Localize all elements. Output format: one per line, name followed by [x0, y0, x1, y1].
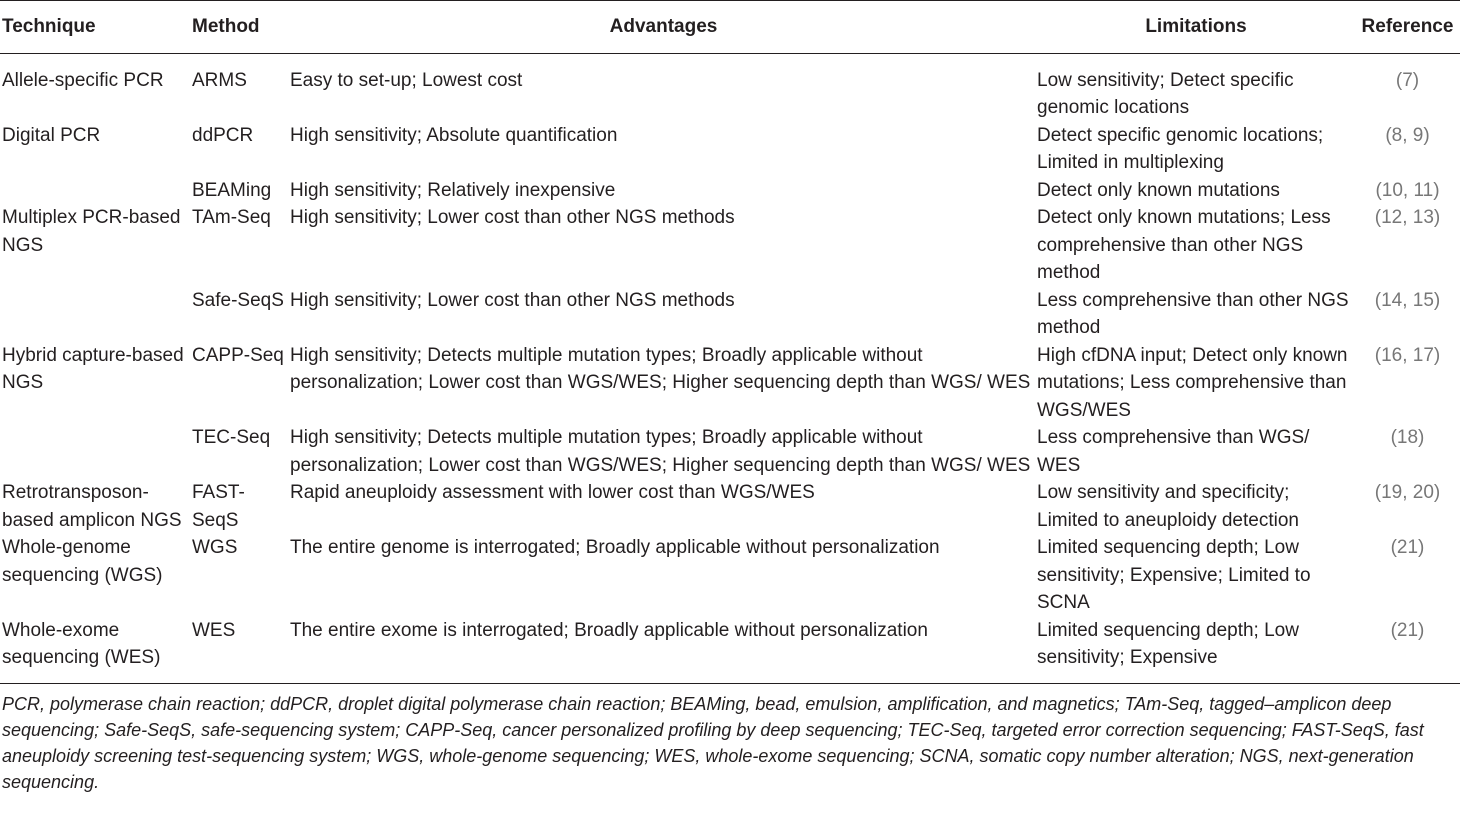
cell-method: WES	[192, 619, 236, 641]
cell-advantages: Easy to set-up; Lowest cost	[290, 69, 523, 91]
cell-method: BEAMing	[192, 179, 272, 201]
table-row	[0, 342, 1460, 425]
cell-technique	[0, 287, 192, 342]
header-method: Method	[192, 1, 290, 54]
table-row	[0, 287, 1460, 342]
cell-limitations: High cfDNA input; Detect only known mutations; Less comprehensive than WGS/WES	[1037, 344, 1348, 421]
cell-reference-link[interactable]: (21)	[1390, 619, 1425, 641]
header-row	[0, 1, 1460, 54]
cell-method: ARMS	[192, 69, 247, 91]
cell-advantages: High sensitivity; Absolute quantification	[290, 124, 618, 146]
header-limitations: Limitations	[1037, 1, 1355, 54]
cell-method: CAPP-Seq	[192, 344, 284, 366]
cell-reference-link[interactable]: (10, 11)	[1375, 179, 1440, 201]
table-footnote: PCR, polymerase chain reaction; ddPCR, droplet digital polymerase chain reaction; BEAMing, bead, emulsion, amplification, and magnetics; TAm-Seq, tagged–amplicon deep sequencing; Safe-SeqS, safe-sequencing system; CAPP-Seq, cancer personalized profiling by deep sequencing; TEC-Seq, targeted error correction sequencing; FAST-SeqS, fast aneuploidy screening test-sequencing system; WGS, whole-genome sequencing; WES, whole-exome sequencing; SCNA, somatic copy number alteration; NGS, next-generation sequencing.	[2, 693, 1424, 792]
cell-technique: Allele-specific PCR	[2, 69, 164, 91]
cell-advantages: Rapid aneuploidy assessment with lower cost than WGS/WES	[290, 482, 815, 503]
table-row	[0, 177, 1460, 205]
cell-limitations: Low sensitivity and specificity; Limited to aneuploidy detection	[1037, 482, 1299, 531]
table-header	[0, 1, 1460, 54]
table-row	[0, 424, 1460, 479]
cell-limitations: Less comprehensive than other NGS method	[1037, 289, 1349, 338]
cell-advantages: High sensitivity; Detects multiple mutation types; Broadly applicable without personalization; Lower cost than WGS/WES; Higher sequencing depth than WGS/ WES	[290, 344, 1031, 393]
cell-technique: Digital PCR	[2, 124, 101, 146]
cell-advantages: High sensitivity; Lower cost than other NGS methods	[290, 289, 735, 311]
cell-reference-link[interactable]: (7)	[1395, 69, 1420, 91]
cell-reference-link[interactable]: (18)	[1390, 427, 1425, 448]
cell-reference-link[interactable]: (12, 13)	[1374, 207, 1441, 228]
cell-technique	[0, 424, 192, 479]
cell-method: ddPCR	[192, 124, 254, 146]
cell-limitations: Detect specific genomic locations; Limited in multiplexing	[1037, 124, 1324, 173]
table-row	[0, 534, 1460, 617]
cell-technique: Hybrid capture-based NGS	[2, 344, 184, 393]
cell-advantages: The entire genome is interrogated; Broadly applicable without personalization	[290, 537, 940, 558]
header-reference: Reference	[1355, 1, 1460, 54]
cell-method: Safe-SeqS	[192, 289, 284, 311]
cell-technique: Whole-exome sequencing (WES)	[2, 619, 161, 668]
cell-technique	[0, 177, 192, 205]
cell-reference-link[interactable]: (19, 20)	[1374, 482, 1441, 503]
cell-advantages: The entire exome is interrogated; Broadly applicable without personalization	[290, 619, 928, 641]
cell-reference-link[interactable]: (16, 17)	[1374, 344, 1441, 366]
cell-advantages: High sensitivity; Detects multiple mutation types; Broadly applicable without personalization; Lower cost than WGS/WES; Higher sequencing depth than WGS/ WES	[290, 427, 1031, 476]
cell-limitations: Limited sequencing depth; Low sensitivity; Expensive	[1037, 619, 1299, 668]
cell-method: FAST-SeqS	[192, 482, 245, 531]
cell-reference-link[interactable]: (8, 9)	[1385, 124, 1430, 146]
table-row	[0, 53, 1460, 122]
cell-limitations: Detect only known mutations; Less comprehensive than other NGS method	[1037, 207, 1331, 283]
table-row	[0, 204, 1460, 287]
cell-limitations: Limited sequencing depth; Low sensitivity; Expensive; Limited to SCNA	[1037, 537, 1311, 613]
table-row	[0, 479, 1460, 534]
cell-technique: Whole-genome sequencing (WGS)	[2, 537, 163, 586]
cell-technique: Multiplex PCR-based NGS	[2, 207, 181, 256]
cell-limitations: Low sensitivity; Detect specific genomic locations	[1037, 69, 1294, 118]
cell-method: WGS	[192, 537, 238, 558]
cell-limitations: Detect only known mutations	[1037, 179, 1280, 201]
cell-advantages: High sensitivity; Relatively inexpensive	[290, 179, 616, 201]
cell-method: TAm-Seq	[192, 207, 271, 228]
cell-method: TEC-Seq	[192, 427, 271, 448]
cell-reference-link[interactable]: (14, 15)	[1374, 289, 1441, 311]
table-row	[0, 617, 1460, 683]
cell-advantages: High sensitivity; Lower cost than other NGS methods	[290, 207, 735, 228]
cell-reference-link[interactable]: (21)	[1390, 537, 1425, 558]
header-technique: Technique	[0, 1, 192, 54]
table-body	[0, 53, 1460, 683]
cell-limitations: Less comprehensive than WGS/ WES	[1037, 427, 1310, 476]
header-advantages: Advantages	[290, 1, 1037, 54]
cell-technique: Retrotransposon-based amplicon NGS	[2, 482, 182, 531]
table-row	[0, 122, 1460, 177]
